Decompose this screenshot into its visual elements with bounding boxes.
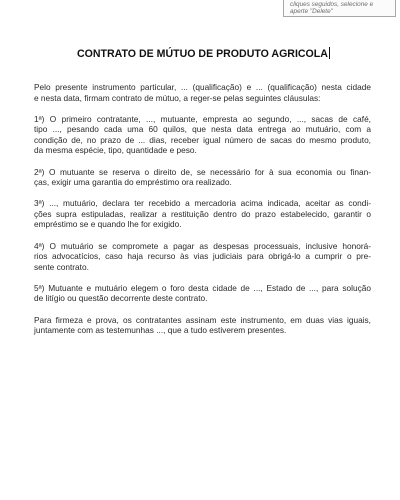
paragraph-clause-5 <box>34 283 371 304</box>
text-line: e nesta data, firmam contrato de mútuo, a reger-se pelas seguintes cláusulas: <box>34 92 321 103</box>
text-line: da mesma espécie, tipo, quantidade e peso. <box>34 145 197 156</box>
paragraph-clause-3 <box>34 198 371 230</box>
paragraph-closing <box>34 315 371 336</box>
text-line: ções supra estipuladas, realizar a restituição dentro do prazo estabelecido, garantir o <box>34 208 371 219</box>
instruction-hint-box <box>283 0 396 17</box>
text-line: empréstimo se e quando lhe for exigido. <box>34 219 182 230</box>
text-line: condição de, no prazo de ... dias, receber igual número de sacas do mesmo produto, <box>34 134 371 145</box>
text-line: 4ª) O mutuário se compromete a pagar as despesas processuais, inclusive honorá- <box>34 240 371 251</box>
text-line: sente contrato. <box>34 261 89 272</box>
text-line: Para firmeza e prova, os contratantes assinam este instrumento, em duas vias iguais, <box>34 314 371 325</box>
text-line: ças, exigir uma garantia do empréstimo ora realizado. <box>34 177 232 188</box>
text-cursor <box>329 47 330 59</box>
paragraph-clause-2 <box>34 167 371 188</box>
text-line: de litígio ou questão decorrente deste contrato. <box>34 293 208 304</box>
text-line: 1ª) O primeiro contratante, ..., mutuante, empresta ao segundo, ..., sacas de café, <box>34 113 371 124</box>
document-title[interactable] <box>77 47 330 60</box>
text-line: 5ª) Mutuante e mutuário elegem o foro desta cidade de ..., Estado de ..., para solução <box>34 282 371 293</box>
text-line: 3ª) ..., mutuário, declara ter recebido a mercadoria acima indicada, aceitar as condi- <box>34 198 371 209</box>
text-line: Pelo presente instrumento particular, ... (qualificação) e ... (qualificação) nesta cidade <box>34 82 371 92</box>
document-body[interactable] <box>34 82 371 346</box>
text-line: 2ª) O mutuante se reserva o direito de, se necessário for à sua economia ou finan- <box>34 166 371 177</box>
paragraph-intro <box>34 82 371 103</box>
paragraph-clause-4 <box>34 241 371 273</box>
hint-line: cliques seguidos, selecione e <box>290 1 374 8</box>
paragraph-clause-1 <box>34 114 371 156</box>
text-line: tipo ..., pesando cada uma 60 quilos, que nesta data entrega ao mutuário, com a <box>34 124 371 135</box>
text-line: juntamente com as testemunhas ..., que a tudo estiverem presentes. <box>34 325 287 336</box>
hint-line: aperte "Delete" <box>290 8 333 16</box>
text-line: rios advocatícios, caso haja recurso às vias judiciais para obrigá-lo a cumprir o pre- <box>34 251 371 262</box>
document-title-text: CONTRATO DE MÚTUO DE PRODUTO AGRICOLA <box>77 48 328 60</box>
